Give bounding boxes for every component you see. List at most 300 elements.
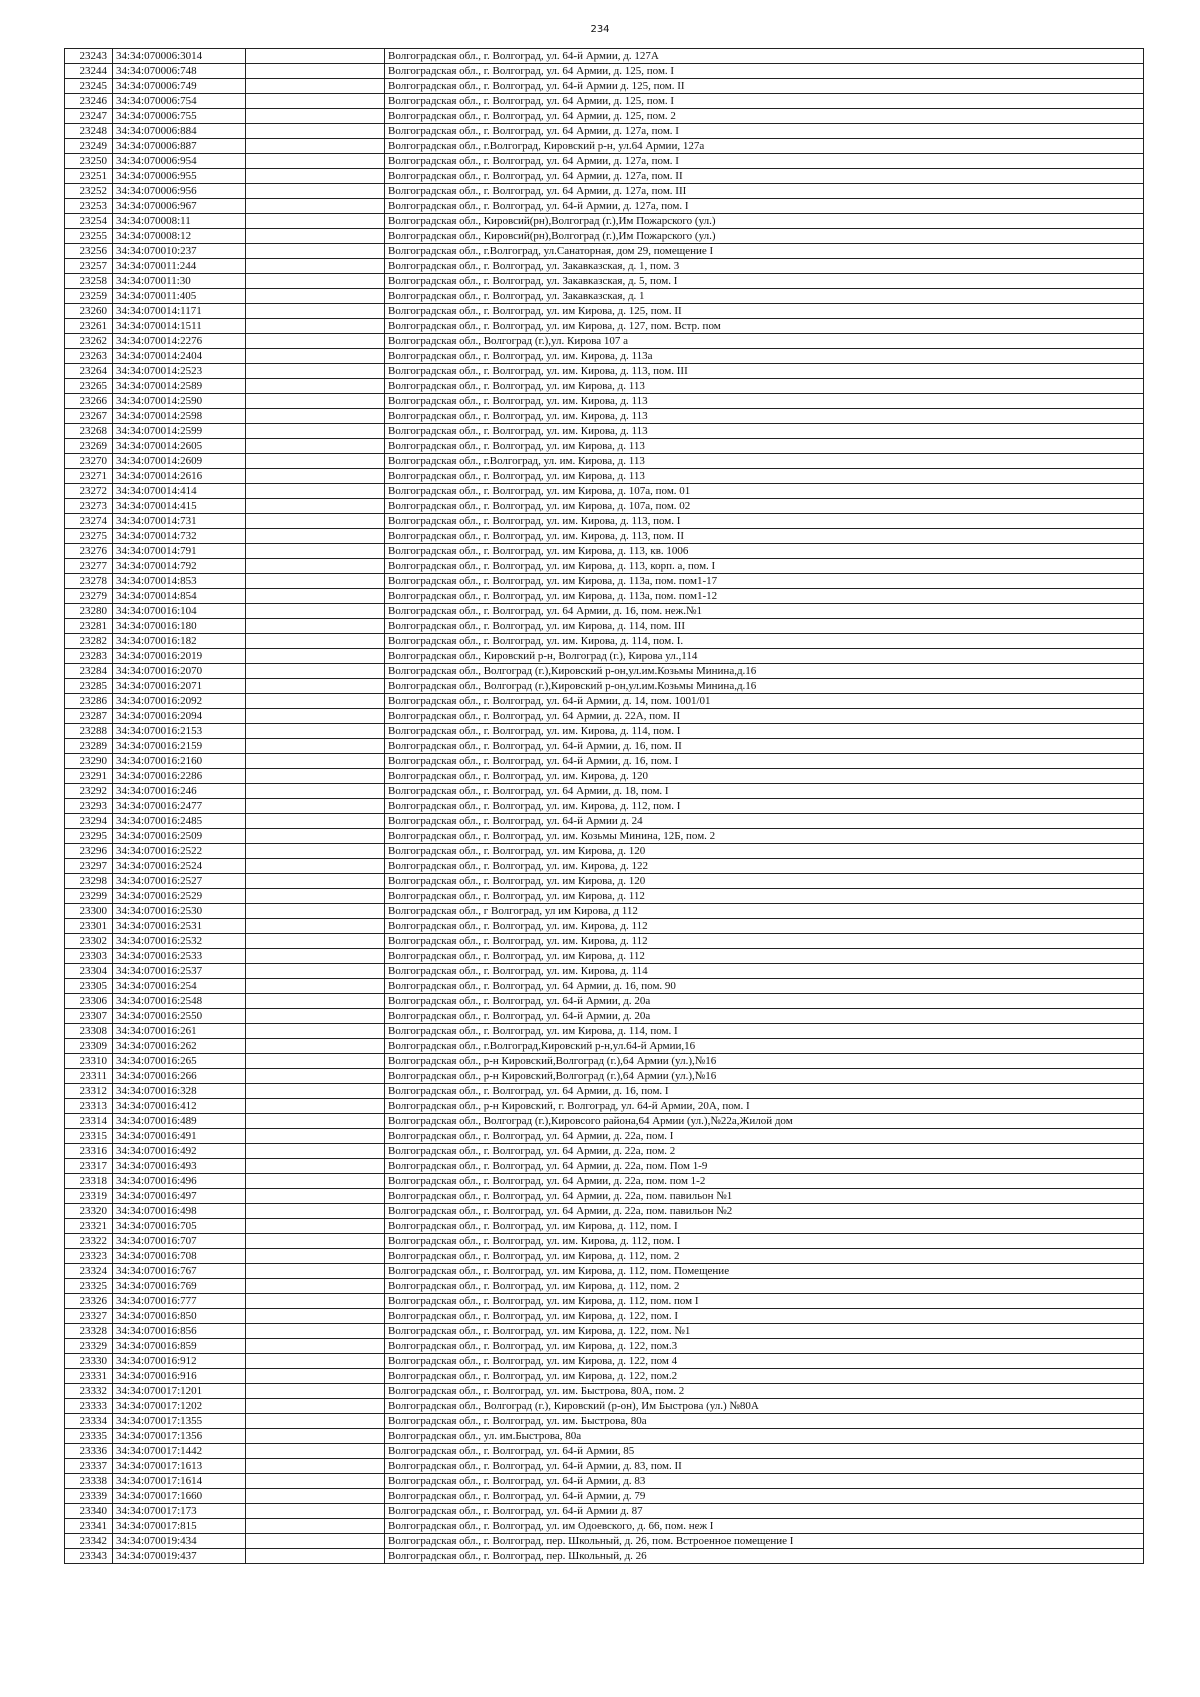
address-cell: Волгоградская обл., г.Волгоград,Кировский р-н,ул.64-й Армии,16 [385, 1039, 1144, 1054]
table-row [65, 1309, 1144, 1324]
cadastral-number-cell: 34:34:070017:815 [113, 1519, 246, 1534]
table-row [65, 49, 1144, 64]
empty-cell [246, 1084, 385, 1099]
address-cell: Волгоградская обл., г. Волгоград, ул. им. Кирова, д. 113, пом. II [385, 529, 1144, 544]
empty-cell [246, 529, 385, 544]
address-cell: Волгоградская обл., р-н Кировский,Волгоград (г.),64 Армии (ул.),№16 [385, 1069, 1144, 1084]
row-number-cell: 23288 [65, 724, 113, 739]
cadastral-number-cell: 34:34:070014:415 [113, 499, 246, 514]
row-number-cell: 23298 [65, 874, 113, 889]
row-number-cell: 23266 [65, 394, 113, 409]
address-cell: Волгоградская обл., г. Волгоград, ул. им Кирова, д. 113 [385, 469, 1144, 484]
cadastral-number-cell: 34:34:070016:265 [113, 1054, 246, 1069]
address-cell: Волгоградская обл., г. Волгоград, ул. им Кирова, д. 127, пом. Встр. пом [385, 319, 1144, 334]
empty-cell [246, 1099, 385, 1114]
table-row [65, 1264, 1144, 1279]
row-number-cell: 23322 [65, 1234, 113, 1249]
cadastral-number-cell: 34:34:070016:2548 [113, 994, 246, 1009]
row-number-cell: 23275 [65, 529, 113, 544]
address-cell: Волгоградская обл., г. Волгоград, ул. 64-й Армии д. 125, пом. II [385, 79, 1144, 94]
address-cell: Волгоградская обл., г. Волгоград, ул. им Кирова, д. 112, пом. I [385, 1219, 1144, 1234]
empty-cell [246, 184, 385, 199]
address-cell: Волгоградская обл., г. Волгоград, ул. 64-й Армии д. 24 [385, 814, 1144, 829]
empty-cell [246, 274, 385, 289]
address-cell: Волгоградская обл., г. Волгоград, ул. им. Кирова, д. 113а [385, 349, 1144, 364]
cadastral-number-cell: 34:34:070014:1171 [113, 304, 246, 319]
cadastral-number-cell: 34:34:070014:731 [113, 514, 246, 529]
row-number-cell: 23317 [65, 1159, 113, 1174]
address-cell: Волгоградская обл., г. Волгоград, ул. Закавказская, д. 1, пом. 3 [385, 259, 1144, 274]
table-row [65, 844, 1144, 859]
empty-cell [246, 574, 385, 589]
empty-cell [246, 1069, 385, 1084]
empty-cell [246, 439, 385, 454]
cadastral-number-cell: 34:34:070006:955 [113, 169, 246, 184]
table-row [65, 334, 1144, 349]
cadastral-number-cell: 34:34:070016:496 [113, 1174, 246, 1189]
cadastral-number-cell: 34:34:070016:2533 [113, 949, 246, 964]
empty-cell [246, 919, 385, 934]
address-cell: Волгоградская обл., г. Волгоград, ул. 64 Армии, д. 22а, пом. I [385, 1129, 1144, 1144]
empty-cell [246, 1294, 385, 1309]
address-cell: Волгоградская обл., г. Волгоград, ул. им Кирова, д. 113 [385, 379, 1144, 394]
cadastral-number-cell: 34:34:070017:173 [113, 1504, 246, 1519]
row-number-cell: 23343 [65, 1549, 113, 1564]
table-row [65, 529, 1144, 544]
table-row [65, 154, 1144, 169]
row-number-cell: 23287 [65, 709, 113, 724]
table-row [65, 1324, 1144, 1339]
empty-cell [246, 1009, 385, 1024]
row-number-cell: 23326 [65, 1294, 113, 1309]
address-cell: Волгоградская обл., г. Волгоград, пер. Школьный, д. 26, пом. Встроенное помещение I [385, 1534, 1144, 1549]
empty-cell [246, 589, 385, 604]
row-number-cell: 23341 [65, 1519, 113, 1534]
table-row [65, 424, 1144, 439]
empty-cell [246, 844, 385, 859]
row-number-cell: 23280 [65, 604, 113, 619]
address-cell: Волгоградская обл., г. Волгоград, ул. Закавказская, д. 1 [385, 289, 1144, 304]
address-cell: Волгоградская обл., р-н Кировский, г. Волгоград, ул. 64-й Армии, 20А, пом. I [385, 1099, 1144, 1114]
row-number-cell: 23262 [65, 334, 113, 349]
table-row [65, 229, 1144, 244]
row-number-cell: 23325 [65, 1279, 113, 1294]
table-row [65, 874, 1144, 889]
address-cell: Волгоградская обл., г. Волгоград, ул. им Кирова, д. 120 [385, 844, 1144, 859]
address-cell: Волгоградская обл., г. Волгоград, ул. им Кирова, д. 107а, пом. 01 [385, 484, 1144, 499]
row-number-cell: 23279 [65, 589, 113, 604]
row-number-cell: 23318 [65, 1174, 113, 1189]
table-row [65, 364, 1144, 379]
table-row [65, 394, 1144, 409]
address-cell: Волгоградская обл., г. Волгоград, ул. им. Кирова, д. 113 [385, 409, 1144, 424]
address-cell: Волгоградская обл., г. Волгоград, ул. 64 Армии, д. 18, пом. I [385, 784, 1144, 799]
row-number-cell: 23246 [65, 94, 113, 109]
empty-cell [246, 979, 385, 994]
cadastral-number-cell: 34:34:070016:767 [113, 1264, 246, 1279]
empty-cell [246, 139, 385, 154]
address-cell: Волгоградская обл., г. Волгоград, ул. им Кирова, д. 112, пом. пом I [385, 1294, 1144, 1309]
empty-cell [246, 1234, 385, 1249]
cadastral-number-cell: 34:34:070016:262 [113, 1039, 246, 1054]
row-number-cell: 23309 [65, 1039, 113, 1054]
empty-cell [246, 1054, 385, 1069]
table-row [65, 559, 1144, 574]
cadastral-number-cell: 34:34:070016:2509 [113, 829, 246, 844]
cadastral-number-cell: 34:34:070016:2485 [113, 814, 246, 829]
address-cell: Волгоградская обл., Волгоград (г.),ул. Кирова 107 а [385, 334, 1144, 349]
cadastral-number-cell: 34:34:070016:2529 [113, 889, 246, 904]
cadastral-number-cell: 34:34:070011:244 [113, 259, 246, 274]
address-cell: Волгоградская обл., г. Волгоград, ул. 64 Армии, д. 127а, пом. I [385, 154, 1144, 169]
table-row [65, 1084, 1144, 1099]
cadastral-number-cell: 34:34:070014:414 [113, 484, 246, 499]
cadastral-number-cell: 34:34:070014:2404 [113, 349, 246, 364]
row-number-cell: 23334 [65, 1414, 113, 1429]
address-cell: Волгоградская обл., г. Волгоград, ул. им Одоевского, д. 66, пом. неж I [385, 1519, 1144, 1534]
address-cell: Волгоградская обл., г. Волгоград, ул. им. Быстрова, 80а [385, 1414, 1144, 1429]
empty-cell [246, 154, 385, 169]
row-number-cell: 23247 [65, 109, 113, 124]
address-cell: Волгоградская обл., г. Волгоград, ул. 64-й Армии д. 87 [385, 1504, 1144, 1519]
registry-table [64, 48, 1144, 1564]
cadastral-number-cell: 34:34:070006:954 [113, 154, 246, 169]
cadastral-number-cell: 34:34:070016:912 [113, 1354, 246, 1369]
table-row [65, 79, 1144, 94]
empty-cell [246, 1159, 385, 1174]
row-number-cell: 23260 [65, 304, 113, 319]
empty-cell [246, 1534, 385, 1549]
empty-cell [246, 1324, 385, 1339]
row-number-cell: 23251 [65, 169, 113, 184]
row-number-cell: 23335 [65, 1429, 113, 1444]
table-row [65, 304, 1144, 319]
address-cell: Волгоградская обл., Кировский р-н, Волгоград (г.), Кирова ул.,114 [385, 649, 1144, 664]
empty-cell [246, 1519, 385, 1534]
address-cell: Волгоградская обл., г. Волгоград, ул. им. Кирова, д. 112 [385, 919, 1144, 934]
cadastral-number-cell: 34:34:070014:2598 [113, 409, 246, 424]
row-number-cell: 23314 [65, 1114, 113, 1129]
cadastral-number-cell: 34:34:070016:856 [113, 1324, 246, 1339]
row-number-cell: 23278 [65, 574, 113, 589]
table-row [65, 289, 1144, 304]
row-number-cell: 23308 [65, 1024, 113, 1039]
empty-cell [246, 1429, 385, 1444]
empty-cell [246, 724, 385, 739]
row-number-cell: 23333 [65, 1399, 113, 1414]
empty-cell [246, 319, 385, 334]
table-row [65, 859, 1144, 874]
cadastral-number-cell: 34:34:070016:2527 [113, 874, 246, 889]
empty-cell [246, 349, 385, 364]
empty-cell [246, 1279, 385, 1294]
row-number-cell: 23300 [65, 904, 113, 919]
row-number-cell: 23294 [65, 814, 113, 829]
empty-cell [246, 739, 385, 754]
empty-cell [246, 244, 385, 259]
table-row [65, 1099, 1144, 1114]
table-row [65, 379, 1144, 394]
row-number-cell: 23258 [65, 274, 113, 289]
address-cell: Волгоградская обл., ул. им.Быстрова, 80а [385, 1429, 1144, 1444]
address-cell: Волгоградская обл., г. Волгоград, ул. 64 Армии, д. 22а, пом. Пом 1-9 [385, 1159, 1144, 1174]
address-cell: Волгоградская обл., г Волгоград, ул им Кирова, д 112 [385, 904, 1144, 919]
row-number-cell: 23285 [65, 679, 113, 694]
empty-cell [246, 694, 385, 709]
table-row [65, 1069, 1144, 1084]
table-row [65, 1009, 1144, 1024]
table-row [65, 784, 1144, 799]
address-cell: Волгоградская обл., Волгоград (г.),Кировский р-он,ул.им.Козьмы Минина,д.16 [385, 664, 1144, 679]
row-number-cell: 23282 [65, 634, 113, 649]
empty-cell [246, 304, 385, 319]
table-row [65, 604, 1144, 619]
row-number-cell: 23253 [65, 199, 113, 214]
table-row [65, 184, 1144, 199]
row-number-cell: 23319 [65, 1189, 113, 1204]
address-cell: Волгоградская обл., Волгоград (г.),Кировсого района,64 Армии (ул.),№22а,Жилой дом [385, 1114, 1144, 1129]
table-row [65, 949, 1144, 964]
row-number-cell: 23290 [65, 754, 113, 769]
cadastral-number-cell: 34:34:070016:266 [113, 1069, 246, 1084]
address-cell: Волгоградская обл., г. Волгоград, ул. им. Кирова, д. 112, пом. I [385, 799, 1144, 814]
table-row [65, 1219, 1144, 1234]
row-number-cell: 23338 [65, 1474, 113, 1489]
empty-cell [246, 1474, 385, 1489]
empty-cell [246, 109, 385, 124]
empty-cell [246, 364, 385, 379]
empty-cell [246, 79, 385, 94]
row-number-cell: 23304 [65, 964, 113, 979]
empty-cell [246, 409, 385, 424]
table-row [65, 829, 1144, 844]
address-cell: Волгоградская обл., г. Волгоград, ул. им. Кирова, д. 114 [385, 964, 1144, 979]
row-number-cell: 23302 [65, 934, 113, 949]
table-row [65, 259, 1144, 274]
table-row [65, 739, 1144, 754]
row-number-cell: 23277 [65, 559, 113, 574]
cadastral-number-cell: 34:34:070016:708 [113, 1249, 246, 1264]
address-cell: Волгоградская обл., г. Волгоград, ул. им. Кирова, д. 113, пом. III [385, 364, 1144, 379]
cadastral-number-cell: 34:34:070006:754 [113, 94, 246, 109]
address-cell: Волгоградская обл., г. Волгоград, ул. им Кирова, д. 112, пом. 2 [385, 1249, 1144, 1264]
cadastral-number-cell: 34:34:070014:2589 [113, 379, 246, 394]
address-cell: Волгоградская обл., г. Волгоград, ул. им Кирова, д. 113а, пом. пом1-17 [385, 574, 1144, 589]
empty-cell [246, 49, 385, 64]
address-cell: Волгоградская обл., г. Волгоград, ул. им. Козьмы Минина, 12Б, пом. 2 [385, 829, 1144, 844]
table-row [65, 274, 1144, 289]
cadastral-number-cell: 34:34:070019:437 [113, 1549, 246, 1564]
cadastral-number-cell: 34:34:070016:916 [113, 1369, 246, 1384]
row-number-cell: 23263 [65, 349, 113, 364]
row-number-cell: 23254 [65, 214, 113, 229]
cadastral-number-cell: 34:34:070016:2153 [113, 724, 246, 739]
cadastral-number-cell: 34:34:070014:2599 [113, 424, 246, 439]
cadastral-number-cell: 34:34:070016:182 [113, 634, 246, 649]
address-cell: Волгоградская обл., г. Волгоград, ул. им. Кирова, д. 113 [385, 394, 1144, 409]
table-row [65, 1429, 1144, 1444]
row-number-cell: 23261 [65, 319, 113, 334]
row-number-cell: 23268 [65, 424, 113, 439]
table-row [65, 1504, 1144, 1519]
empty-cell [246, 1309, 385, 1324]
cadastral-number-cell: 34:34:070016:412 [113, 1099, 246, 1114]
address-cell: Волгоградская обл., г. Волгоград, ул. 64-й Армии, д. 14, пом. 1001/01 [385, 694, 1144, 709]
address-cell: Волгоградская обл., г. Волгоград, ул. 64-й Армии, д. 83 [385, 1474, 1144, 1489]
cadastral-number-cell: 34:34:070016:2550 [113, 1009, 246, 1024]
cadastral-number-cell: 34:34:070016:2070 [113, 664, 246, 679]
cadastral-number-cell: 34:34:070016:2532 [113, 934, 246, 949]
cadastral-number-cell: 34:34:070017:1201 [113, 1384, 246, 1399]
row-number-cell: 23305 [65, 979, 113, 994]
address-cell: Волгоградская обл., г. Волгоград, ул. 64 Армии, д. 125, пом. 2 [385, 109, 1144, 124]
address-cell: Волгоградская обл., г. Волгоград, ул. 64 Армии, д. 127а, пом. II [385, 169, 1144, 184]
address-cell: Волгоградская обл., г. Волгоград, ул. 64 Армии, д. 125, пом. I [385, 94, 1144, 109]
table-row [65, 649, 1144, 664]
address-cell: Волгоградская обл., г. Волгоград, ул. 64-й Армии, д. 79 [385, 1489, 1144, 1504]
empty-cell [246, 709, 385, 724]
address-cell: Волгоградская обл., г. Волгоград, ул. 64-й Армии, д. 83, пом. II [385, 1459, 1144, 1474]
table-row [65, 1339, 1144, 1354]
table-row [65, 1144, 1144, 1159]
address-cell: Волгоградская обл., г. Волгоград, ул. 64 Армии, д. 22а, пом. 2 [385, 1144, 1144, 1159]
address-cell: Волгоградская обл., г.Волгоград, Кировский р-н, ул.64 Армии, 127а [385, 139, 1144, 154]
empty-cell [246, 1414, 385, 1429]
address-cell: Волгоградская обл., г. Волгоград, ул. 64 Армии, д. 16, пом. I [385, 1084, 1144, 1099]
row-number-cell: 23244 [65, 64, 113, 79]
table-row [65, 799, 1144, 814]
cadastral-number-cell: 34:34:070016:2071 [113, 679, 246, 694]
empty-cell [246, 604, 385, 619]
row-number-cell: 23340 [65, 1504, 113, 1519]
cadastral-number-cell: 34:34:070010:237 [113, 244, 246, 259]
cadastral-number-cell: 34:34:070011:30 [113, 274, 246, 289]
row-number-cell: 23293 [65, 799, 113, 814]
cadastral-number-cell: 34:34:070014:791 [113, 544, 246, 559]
empty-cell [246, 229, 385, 244]
address-cell: Волгоградская обл., г. Волгоград, ул. им Кирова, д. 113, корп. а, пом. I [385, 559, 1144, 574]
cadastral-number-cell: 34:34:070014:2276 [113, 334, 246, 349]
address-cell: Волгоградская обл., г. Волгоград, ул. им Кирова, д. 113, кв. 1006 [385, 544, 1144, 559]
empty-cell [246, 1264, 385, 1279]
address-cell: Волгоградская обл., г. Волгоград, ул. им. Кирова, д. 120 [385, 769, 1144, 784]
cadastral-number-cell: 34:34:070006:749 [113, 79, 246, 94]
empty-cell [246, 1459, 385, 1474]
empty-cell [246, 64, 385, 79]
address-cell: Волгоградская обл., г. Волгоград, ул. им Кирова, д. 113 [385, 439, 1144, 454]
row-number-cell: 23307 [65, 1009, 113, 1024]
address-cell: Волгоградская обл., г. Волгоград, ул. им Кирова, д. 114, пом. I [385, 1024, 1144, 1039]
row-number-cell: 23332 [65, 1384, 113, 1399]
table-row [65, 664, 1144, 679]
row-number-cell: 23265 [65, 379, 113, 394]
empty-cell [246, 934, 385, 949]
address-cell: Волгоградская обл., г. Волгоград, ул. им Кирова, д. 113а, пом. пом1-12 [385, 589, 1144, 604]
row-number-cell: 23303 [65, 949, 113, 964]
row-number-cell: 23296 [65, 844, 113, 859]
cadastral-number-cell: 34:34:070011:405 [113, 289, 246, 304]
empty-cell [246, 1339, 385, 1354]
address-cell: Волгоградская обл., г. Волгоград, ул. им. Быстрова, 80А, пом. 2 [385, 1384, 1144, 1399]
row-number-cell: 23324 [65, 1264, 113, 1279]
table-row [65, 1204, 1144, 1219]
address-cell: Волгоградская обл., г. Волгоград, ул. Закавказская, д. 5, пом. I [385, 274, 1144, 289]
cadastral-number-cell: 34:34:070016:705 [113, 1219, 246, 1234]
address-cell: Волгоградская обл., Кировсий(рн),Волгоград (г.),Им Пожарского (ул.) [385, 229, 1144, 244]
address-cell: Волгоградская обл., г. Волгоград, ул. им. Кирова, д. 113 [385, 424, 1144, 439]
table-row [65, 1354, 1144, 1369]
cadastral-number-cell: 34:34:070016:2531 [113, 919, 246, 934]
table-row [65, 979, 1144, 994]
cadastral-number-cell: 34:34:070014:853 [113, 574, 246, 589]
empty-cell [246, 1204, 385, 1219]
row-number-cell: 23284 [65, 664, 113, 679]
cadastral-number-cell: 34:34:070016:493 [113, 1159, 246, 1174]
empty-cell [246, 784, 385, 799]
empty-cell [246, 814, 385, 829]
address-cell: Волгоградская обл., г. Волгоград, ул. им. Кирова, д. 114, пом. I. [385, 634, 1144, 649]
table-row [65, 1414, 1144, 1429]
address-cell: Волгоградская обл., г. Волгоград, ул. 64-й Армии, д. 20а [385, 994, 1144, 1009]
address-cell: Волгоградская обл., г. Волгоград, ул. им Кирова, д. 122, пом 4 [385, 1354, 1144, 1369]
cadastral-number-cell: 34:34:070016:2286 [113, 769, 246, 784]
table-row [65, 1369, 1144, 1384]
address-cell: Волгоградская обл., г. Волгоград, ул. им Кирова, д. 122, пом. I [385, 1309, 1144, 1324]
cadastral-number-cell: 34:34:070016:492 [113, 1144, 246, 1159]
address-cell: Волгоградская обл., г. Волгоград, ул. им Кирова, д. 112 [385, 889, 1144, 904]
cadastral-number-cell: 34:34:070016:497 [113, 1189, 246, 1204]
table-row [65, 124, 1144, 139]
empty-cell [246, 559, 385, 574]
row-number-cell: 23299 [65, 889, 113, 904]
table-row [65, 574, 1144, 589]
empty-cell [246, 859, 385, 874]
table-row [65, 94, 1144, 109]
row-number-cell: 23281 [65, 619, 113, 634]
empty-cell [246, 394, 385, 409]
address-cell: Волгоградская обл., г. Волгоград, ул. им Кирова, д. 122, пом.3 [385, 1339, 1144, 1354]
empty-cell [246, 424, 385, 439]
cadastral-number-cell: 34:34:070006:748 [113, 64, 246, 79]
table-row [65, 1444, 1144, 1459]
row-number-cell: 23331 [65, 1369, 113, 1384]
empty-cell [246, 1174, 385, 1189]
table-row [65, 919, 1144, 934]
cadastral-number-cell: 34:34:070016:489 [113, 1114, 246, 1129]
table-row [65, 484, 1144, 499]
row-number-cell: 23252 [65, 184, 113, 199]
cadastral-number-cell: 34:34:070014:732 [113, 529, 246, 544]
empty-cell [246, 469, 385, 484]
row-number-cell: 23321 [65, 1219, 113, 1234]
empty-cell [246, 1384, 385, 1399]
address-cell: Волгоградская обл., г. Волгоград, ул. 64-й Армии, 85 [385, 1444, 1144, 1459]
address-cell: Волгоградская обл., г. Волгоград, ул. им. Кирова, д. 114, пом. I [385, 724, 1144, 739]
table-row [65, 1159, 1144, 1174]
address-cell: Волгоградская обл., г. Волгоград, ул. им. Кирова, д. 112, пом. I [385, 1234, 1144, 1249]
cadastral-number-cell: 34:34:070016:2160 [113, 754, 246, 769]
row-number-cell: 23291 [65, 769, 113, 784]
cadastral-number-cell: 34:34:070016:2537 [113, 964, 246, 979]
cadastral-number-cell: 34:34:070016:2530 [113, 904, 246, 919]
empty-cell [246, 169, 385, 184]
cadastral-number-cell: 34:34:070016:246 [113, 784, 246, 799]
empty-cell [246, 1549, 385, 1564]
cadastral-number-cell: 34:34:070016:2092 [113, 694, 246, 709]
cadastral-number-cell: 34:34:070017:1660 [113, 1489, 246, 1504]
address-cell: Волгоградская обл., г. Волгоград, ул. 64 Армии, д. 127а, пом. I [385, 124, 1144, 139]
row-number-cell: 23316 [65, 1144, 113, 1159]
